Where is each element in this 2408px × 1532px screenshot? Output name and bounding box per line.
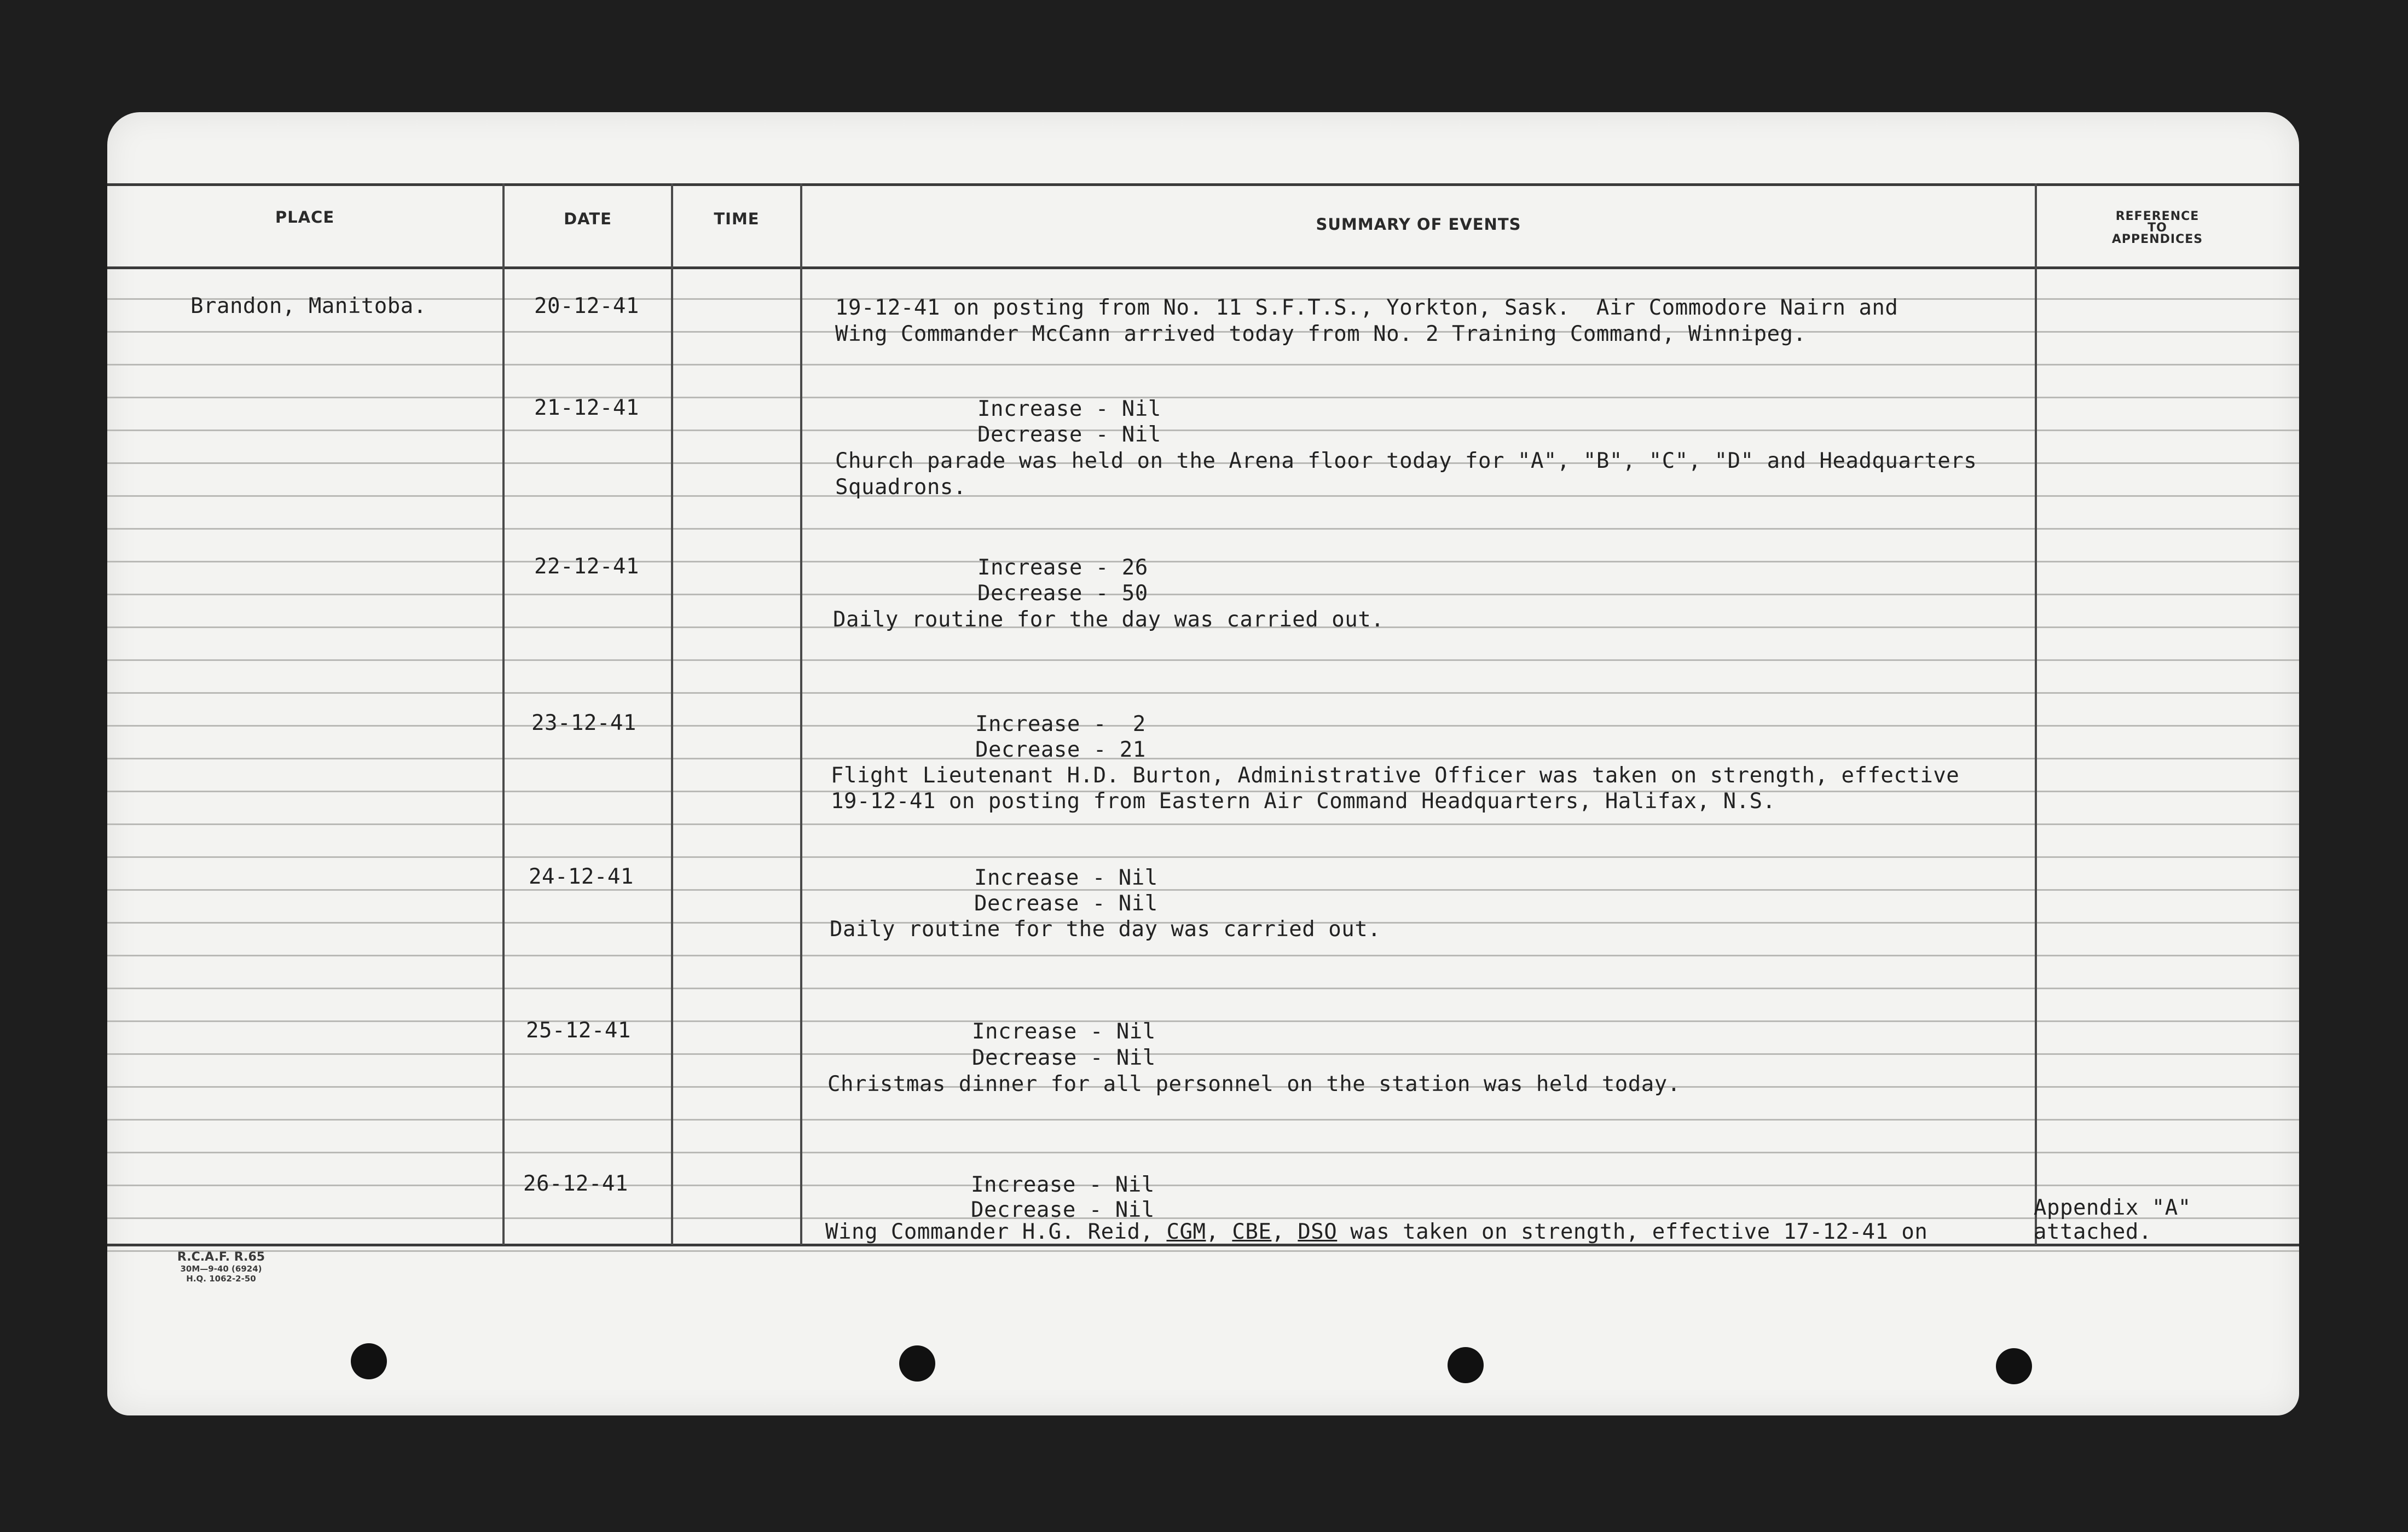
- entry-date: 22-12-41: [534, 554, 639, 579]
- summary-line-prefix: Wing Commander H.G. Reid,: [825, 1220, 1167, 1244]
- place-entry: Brandon, Manitoba.: [190, 294, 427, 318]
- row-rule: [107, 561, 2299, 562]
- summary-line: Christmas dinner for all personnel on the station was held today.: [827, 1072, 1681, 1096]
- binder-hole: [899, 1345, 935, 1382]
- header-summary-of-events: SUMMARY OF EVENTS: [1316, 215, 1521, 234]
- row-rule: [107, 659, 2299, 661]
- row-rule: [107, 397, 2299, 398]
- header-time: TIME: [714, 210, 760, 228]
- row-rule: [107, 364, 2299, 365]
- summary-line: Flight Lieutenant H.D. Burton, Administrative Officer was taken on strength, effective: [831, 763, 1960, 788]
- honour-cbe: CBE: [1232, 1220, 1272, 1244]
- row-rule: [107, 430, 2299, 431]
- row-rule: [107, 725, 2299, 727]
- summary-line-separator: ,: [1206, 1220, 1232, 1244]
- header-bottom-rule: [107, 266, 2299, 269]
- header-reference-line3: APPENDICES: [2111, 233, 2203, 246]
- increase-line: Increase - Nil: [971, 1173, 1155, 1197]
- summary-line: Squadrons.: [835, 475, 966, 500]
- row-rule: [107, 758, 2299, 759]
- row-rule: [107, 1217, 2299, 1219]
- increase-line: Increase - Nil: [974, 866, 1158, 890]
- form-number: R.C.A.F. R.65: [177, 1250, 265, 1264]
- increase-line: Increase - Nil: [977, 397, 1161, 421]
- decrease-line: Decrease - 50: [977, 581, 1148, 606]
- row-rule: [107, 528, 2299, 530]
- header-date: DATE: [564, 210, 612, 228]
- summary-line-separator: ,: [1271, 1220, 1298, 1244]
- summary-line: [825, 1220, 1927, 1244]
- honour-cgm: CGM: [1166, 1220, 1206, 1244]
- summary-line: Daily routine for the day was carried out.: [830, 917, 1381, 942]
- row-rule: [107, 1119, 2299, 1121]
- entry-date: 20-12-41: [534, 294, 639, 318]
- summary-line: Church parade was held on the Arena floor today for "A", "B", "C", "D" and Headquarters: [835, 449, 1977, 473]
- entry-date: 23-12-41: [531, 711, 636, 735]
- decrease-line: Decrease - Nil: [972, 1046, 1156, 1070]
- decrease-line: Decrease - 21: [975, 738, 1146, 762]
- row-rule: [107, 495, 2299, 497]
- entry-date: 24-12-41: [529, 864, 634, 889]
- header-reference-to-appendices: [2037, 211, 2278, 245]
- entry-date: 26-12-41: [523, 1171, 628, 1196]
- row-rule: [107, 1152, 2299, 1153]
- summary-line-suffix: was taken on strength, effective 17-12-41 on: [1337, 1220, 1928, 1244]
- row-rule: [107, 856, 2299, 858]
- row-rule: [107, 1250, 2299, 1252]
- top-rule: [107, 183, 2299, 186]
- row-rule: [107, 1053, 2299, 1055]
- diary-form-card: [107, 112, 2299, 1415]
- decrease-line: Decrease - Nil: [971, 1198, 1155, 1222]
- row-rule: [107, 594, 2299, 595]
- row-rule: [107, 1185, 2299, 1186]
- increase-line: Increase - 26: [977, 555, 1148, 580]
- honour-dso: DSO: [1298, 1220, 1338, 1244]
- binder-hole: [351, 1343, 387, 1379]
- column-divider-date-time: [671, 183, 673, 1245]
- entry-date: 21-12-41: [534, 396, 639, 420]
- header-reference-line2: TO: [2147, 221, 2167, 235]
- binder-hole: [1448, 1347, 1484, 1383]
- column-divider-place-date: [502, 183, 505, 1245]
- row-rule: [107, 823, 2299, 825]
- row-rule: [107, 955, 2299, 956]
- increase-line: Increase - Nil: [972, 1019, 1156, 1044]
- appendix-reference: Appendix "A": [2034, 1196, 2191, 1220]
- column-divider-summary-reference: [2035, 183, 2037, 1245]
- row-rule: [107, 988, 2299, 989]
- header-place: PLACE: [275, 208, 335, 227]
- summary-line: Wing Commander McCann arrived today from No. 2 Training Command, Winnipeg.: [835, 322, 1807, 346]
- summary-line: 19-12-41 on posting from No. 11 S.F.T.S., Yorkton, Sask. Air Commodore Nairn and: [835, 295, 1898, 320]
- header-reference-line1: REFERENCE: [2115, 210, 2199, 223]
- form-hq-code: H.Q. 1062-2-50: [186, 1274, 256, 1284]
- increase-line: Increase - 2: [975, 712, 1146, 736]
- summary-line: 19-12-41 on posting from Eastern Air Command Headquarters, Halifax, N.S.: [831, 789, 1776, 814]
- appendix-reference: attached.: [2034, 1220, 2152, 1244]
- column-divider-time-summary: [800, 183, 802, 1245]
- binder-hole: [1996, 1348, 2032, 1384]
- entry-date: 25-12-41: [526, 1018, 631, 1043]
- decrease-line: Decrease - Nil: [977, 422, 1161, 447]
- form-print-code: 30M—9-40 (6924): [180, 1264, 262, 1274]
- row-rule: [107, 1020, 2299, 1022]
- summary-line: Daily routine for the day was carried out.: [833, 607, 1385, 632]
- decrease-line: Decrease - Nil: [974, 891, 1158, 916]
- row-rule: [107, 692, 2299, 694]
- form-identifier: [155, 1250, 287, 1284]
- row-rule: [107, 889, 2299, 891]
